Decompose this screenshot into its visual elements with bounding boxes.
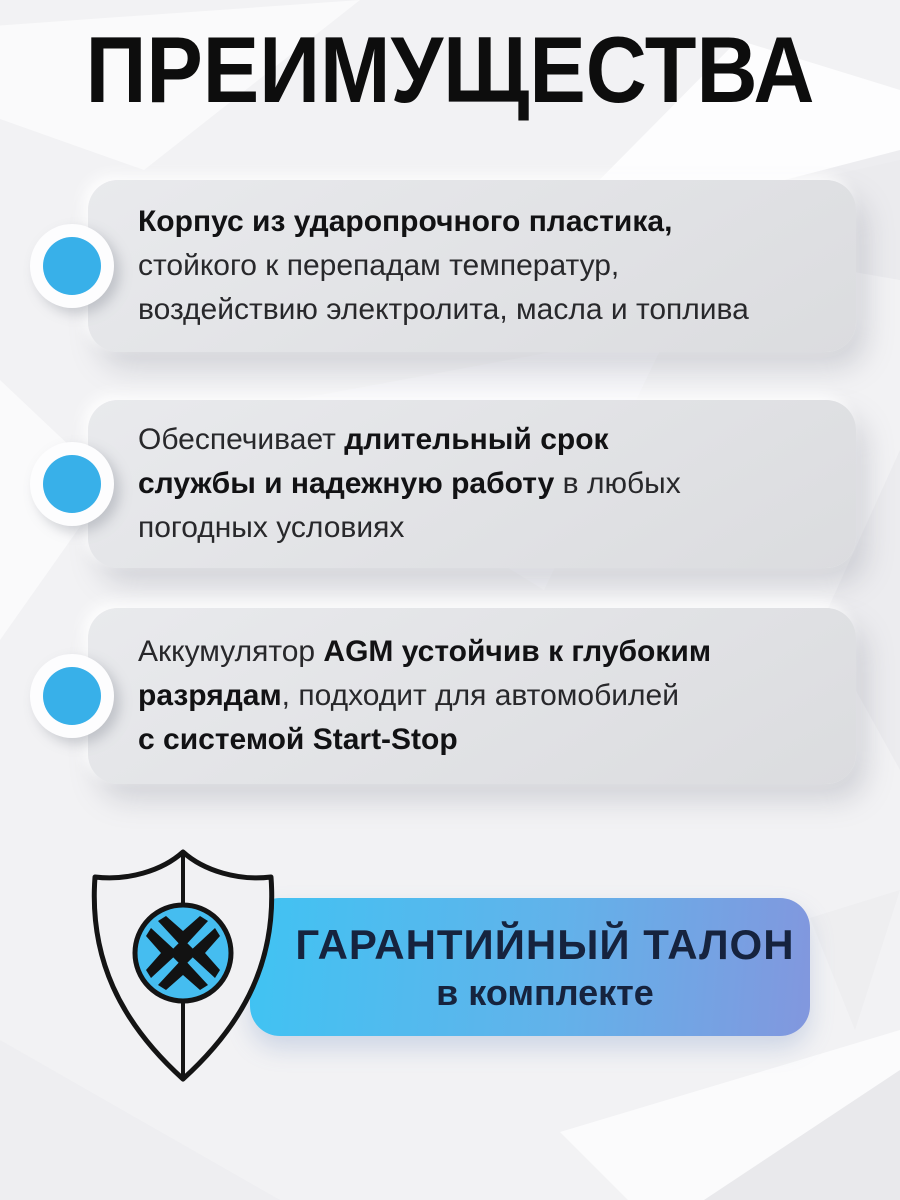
text-segment: стойкого к перепадам температур, (138, 249, 620, 282)
text-segment: Аккумулятор (138, 635, 324, 668)
advantage-text (88, 418, 711, 550)
bullet-ring (30, 224, 114, 308)
text-segment: Корпус из ударопрочного пластика, (138, 205, 673, 238)
advantage-card (88, 400, 856, 568)
guarantee-title: ГАРАНТИЙНЫЙ ТАЛОН (295, 921, 795, 968)
advantage-card (88, 180, 856, 352)
bullet-ring (30, 654, 114, 738)
blue-dot-icon (43, 237, 101, 295)
background-polygon (800, 890, 900, 1030)
advantage-card (88, 608, 856, 784)
bullet-ring (30, 442, 114, 526)
text-segment: , подходит для автомобилей (281, 679, 679, 712)
guarantee-subtitle: в комплекте (436, 972, 654, 1013)
text-segment: службы и надежную работу (138, 467, 555, 500)
blue-dot-icon (43, 455, 101, 513)
advantage-text (88, 200, 779, 332)
shield-badge (85, 846, 281, 1086)
guarantee-banner (250, 898, 810, 1036)
shield-icon (85, 846, 281, 1086)
text-segment: в любых (554, 467, 681, 500)
blue-dot-icon (43, 667, 101, 725)
text-segment: воздействию электролита, масла и топлива (138, 293, 749, 326)
text-segment: длительный срок (344, 423, 609, 456)
advantage-text (88, 630, 741, 762)
text-segment: AGM устойчив к глубоким (323, 635, 712, 668)
text-segment: Обеспечивает (138, 423, 345, 456)
text-segment: разрядам (138, 679, 282, 712)
text-segment: погодных условиях (138, 511, 405, 544)
page-title: ПРЕИМУЩЕСТВА (85, 17, 815, 122)
text-segment: с системой Start-Stop (138, 723, 458, 756)
